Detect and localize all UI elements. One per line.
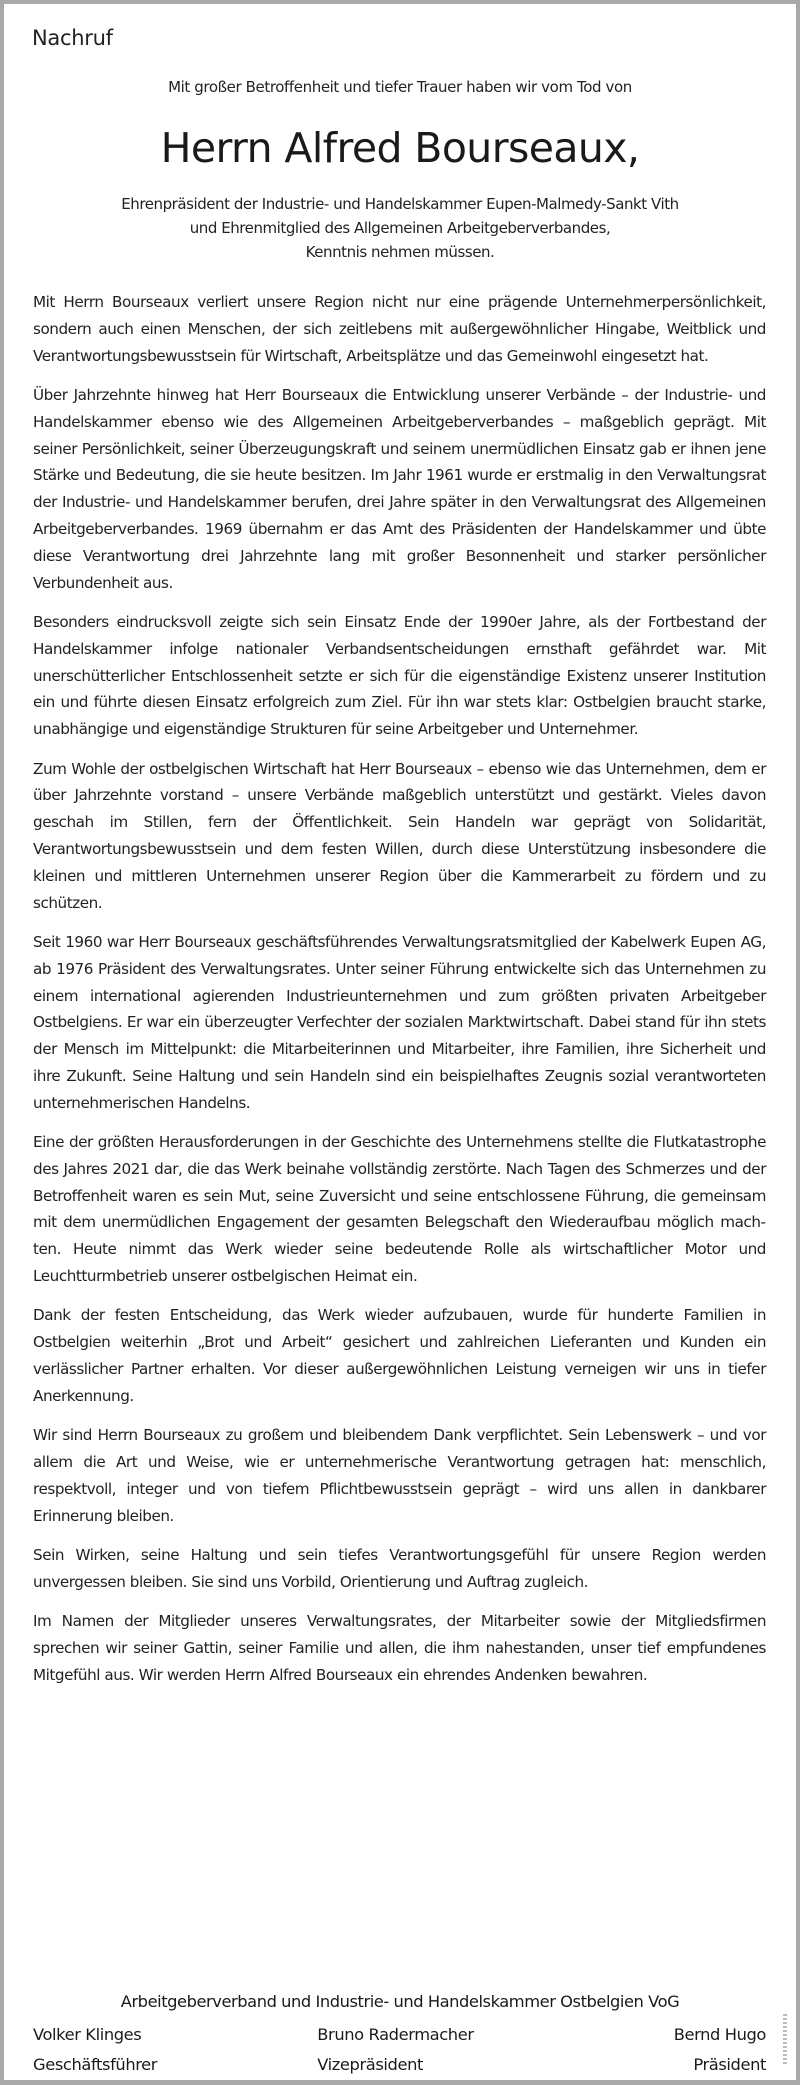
signer	[33, 2020, 282, 2080]
intro-line: Mit großer Betroffenheit und tiefer Trauer haben wir vom Tod von	[168, 78, 632, 96]
body-paragraph: Zum Wohle der ostbelgischen Wirtschaft hat Herr Bourseaux – ebenso wie das Unternehmen, dem er über Jahrzehnte vorstand – unsere Verbände maßgeblich unterstützt und gestärkt. Vieles davon geschah im Stillen, fern der Öffentlichkeit. Sein Handeln war geprägt von Solidarität, Verantwortungsbewusstsein und dem festen Willen, durch diese Unterstützung insbesondere die kleinen und mittleren Unternehmen unserer Region über die Kammerarbeit zu fördern und zu schützen.	[33, 759, 766, 912]
body-paragraph: Mit Herrn Bourseaux verliert unsere Region nicht nur eine prägende Unternehmerpersönlichkeit, sondern auch einen Menschen, der sich zeitlebens mit außergewöhnlicher Hingabe, Weitblick und Verantwortungsbewusstsein für Wirtschaft, Arbeitsplätze und das Gemeinwohl eingesetzt hat.	[33, 293, 766, 365]
body-paragraph: Über Jahrzehnte hinweg hat Herr Bourseaux die Entwicklung unserer Verbände – der Industrie- und Handelskammer ebenso wie des Allgemeinen Arbeitgeberverbandes – maßgeblich geprägt. Mit seiner Persönlichkeit, seiner Überzeugungskraft und seinem unermüdlichen Einsatz gab er ihnen jene Stärke und Bedeutung, die sie heute besitzen. Im Jahr 1961 wurde er erstmalig in den Verwaltungsrat der Industrie- und Handelskammer berufen, drei Jahre später in den Verwaltungsrat des Allgemeinen Arbeitgeberverbandes. 1969 übernahm er das Amt des Präsidenten der Handelskammer und übte diese Verantwortung drei Jahrzehnte lang mit großer Besonnenheit und starker persönlicher Verbundenheit aus.	[33, 385, 766, 592]
body-paragraph: Wir sind Herrn Bourseaux zu großem und bleibendem Dank verpflichtet. Sein Lebenswerk – und vor allem die Art und Weise, wie er unternehmerische Verantwortung getragen hat: menschlich, respektvoll, integer und von tiefem Pflichtbewusstsein geprägt – wird uns allen in dankbarer Erinnerung bleiben.	[33, 1426, 766, 1525]
honorary-titles	[4, 192, 796, 264]
title-line: Ehrenpräsident der Industrie- und Handelskammer Eupen-Malmedy-Sankt Vith	[121, 195, 679, 213]
body-paragraph: Im Namen der Mitglieder unseres Verwaltungsrates, der Mitarbeiter sowie der Mitgliedsfirmen sprechen wir seiner Gattin, seiner Familie und allen, die ihm nahestanden, unser tief empfundenes Mitgefühl aus. Wir werden Herrn Alfred Bourseaux ein ehrendes Andenken bewahren.	[33, 1612, 766, 1684]
signer	[567, 2020, 766, 2080]
body-paragraph: Eine der größten Herausforderungen in der Geschichte des Unternehmens stellte die Flutkatastrophe des Jahres 2021 dar, die das Werk beinahe vollständig zerstörte. Nach Tagen des Schmerzes und der Betroffenheit waren es sein Mut, seine Zuversicht und seine entschlossene Führung, die gemeinsam mit dem unermüdlichen Engagement der gesamten Belegschaft den Wiederaufbau möglich machten. Heute nimmt das Werk wieder seine bedeutende Rolle als wirtschaftlicher Motor und Leuchtturmbetrieb unserer ostbelgischen Heimat ein.	[33, 1133, 766, 1286]
notice-header: Nachruf	[32, 26, 113, 50]
title-line: Kenntnis nehmen müssen.	[305, 243, 495, 261]
signer-name: Bernd Hugo	[673, 2025, 766, 2044]
title-line: und Ehrenmitglied des Allgemeinen Arbeitgeberverbandes,	[189, 219, 611, 237]
signer-name: Volker Klinges	[33, 2025, 142, 2044]
body-paragraph: Dank der festen Entscheidung, das Werk wieder aufzubauen, wurde für hunderte Familien in Ostbelgien weiterhin „Brot und Arbeit“ gesichert und zahlreichen Lieferanten und Kunden ein verlässlicher Partner erhalten. Vor dieser außergewöhnlichen Leistung verneigen wir uns in tiefer Anerkennung.	[33, 1306, 766, 1405]
obituary-notice	[4, 4, 796, 2080]
signer	[317, 2020, 566, 2080]
signatories	[33, 2020, 766, 2080]
body-paragraph: Besonders eindrucksvoll zeigte sich sein Einsatz Ende der 1990er Jahre, als der Fortbestand der Handelskammer infolge nationaler Verbandsentscheidungen ernsthaft gefährdet war. Mit unerschütterlicher Entschlossenheit setzte er sich für die eigenständige Existenz unserer Institution ein und führte diesen Einsatz erfolgreich zum Ziel. Für ihn war stets klar: Ostbelgien braucht starke, unabhängige und eigenständige Strukturen für seine Arbeitgeber und Unternehmer.	[33, 612, 766, 739]
print-code-mark	[783, 2014, 787, 2066]
signer-role: Vizepräsident	[317, 2055, 424, 2074]
organization-name: Arbeitgeberverband und Industrie- und Handelskammer Ostbelgien VoG	[120, 1992, 680, 2011]
signer-role: Geschäftsführer	[33, 2055, 158, 2074]
signer-role: Präsident	[693, 2055, 766, 2074]
body-paragraph: Seit 1960 war Herr Bourseaux geschäftsführendes Verwaltungsratsmitglied der Kabelwerk Eupen AG, ab 1976 Präsident des Verwaltungsrates. Unter seiner Führung entwickelte sich das Unternehmen zu einem international agierenden Industrieunternehmen und zum größten privaten Arbeitgeber Ostbelgiens. Er war ein überzeugter Verfechter der sozialen Marktwirtschaft. Dabei stand für ihn stets der Mensch im Mittelpunkt: die Mitarbeiterinnen und Mitarbeiter, ihre Familien, ihre Sicherheit und ihre Zukunft. Seine Haltung und sein Handeln sind ein beispielhaftes Zeugnis sozial verantworteten unternehmerischen Handelns.	[33, 932, 766, 1112]
signer-name: Bruno Radermacher	[317, 2025, 474, 2044]
obituary-body	[33, 289, 766, 1701]
deceased-name: Herrn Alfred Bourseaux,	[160, 124, 640, 172]
body-paragraph: Sein Wirken, seine Haltung und sein tiefes Verantwortungsgefühl für unsere Region werden unvergessen bleiben. Sie sind uns Vorbild, Orientierung und Auftrag zugleich.	[33, 1546, 766, 1591]
